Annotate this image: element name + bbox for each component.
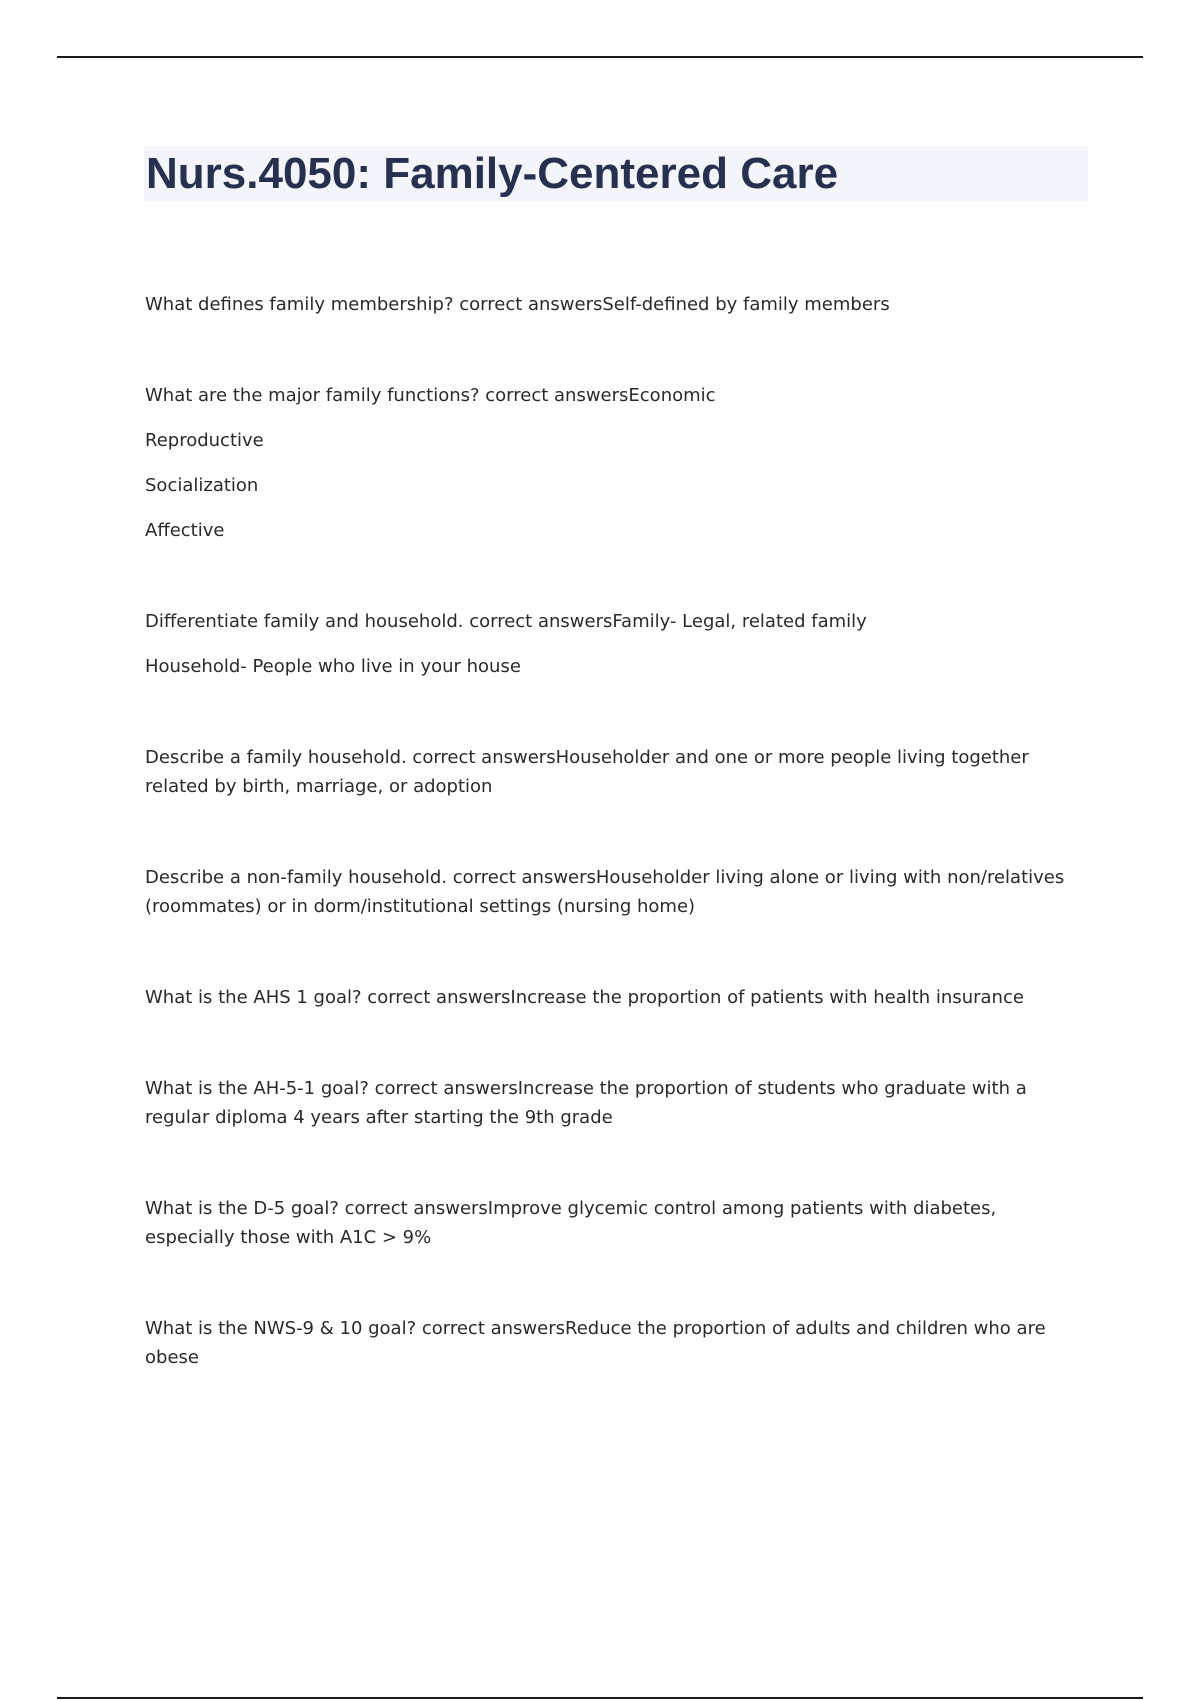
qa-item bbox=[145, 983, 1090, 1012]
qa-item bbox=[145, 1314, 1090, 1372]
qa-text: What is the AH-5-1 goal? correct answersIncrease the proportion of students who graduate with a regular diploma 4 years after starting the 9th grade bbox=[145, 1078, 1027, 1128]
qa-text: Differentiate family and household. correct answersFamily- Legal, related family bbox=[145, 611, 867, 632]
qa-text: What are the major family functions? correct answersEconomic bbox=[145, 385, 716, 406]
qa-item bbox=[145, 863, 1090, 921]
qa-text: Describe a non-family household. correct answersHouseholder living alone or living with non/relatives (roommates) or in dorm/institutional settings (nursing home) bbox=[145, 867, 1065, 917]
bottom-rule bbox=[57, 1697, 1143, 1699]
qa-item bbox=[145, 607, 1090, 681]
qa-item bbox=[145, 381, 1090, 545]
qa-text: What defines family membership? correct answersSelf-defined by family members bbox=[145, 294, 890, 315]
qa-text: What is the NWS-9 & 10 goal? correct answersReduce the proportion of adults and children who are obese bbox=[145, 1318, 1046, 1368]
qa-text: Describe a family household. correct answersHouseholder and one or more people living together related by birth, marriage, or adoption bbox=[145, 747, 1029, 797]
qa-item bbox=[145, 290, 1090, 319]
qa-answer-line: Socialization bbox=[145, 475, 259, 496]
qa-answer-line: Reproductive bbox=[145, 430, 264, 451]
qa-text: What is the AHS 1 goal? correct answersIncrease the proportion of patients with health insurance bbox=[145, 987, 1024, 1008]
qa-item bbox=[145, 743, 1090, 801]
qa-item bbox=[145, 1194, 1090, 1252]
qa-text: What is the D-5 goal? correct answersImprove glycemic control among patients with diabetes, especially those with A1C > 9% bbox=[145, 1198, 997, 1248]
document-title: Nurs.4050: Family-Centered Care bbox=[146, 149, 839, 198]
qa-answer-line: Household- People who live in your house bbox=[145, 656, 521, 677]
qa-item bbox=[145, 1074, 1090, 1132]
qa-answer-line: Affective bbox=[145, 520, 225, 541]
qa-list bbox=[145, 290, 1090, 1372]
top-rule bbox=[57, 56, 1143, 58]
